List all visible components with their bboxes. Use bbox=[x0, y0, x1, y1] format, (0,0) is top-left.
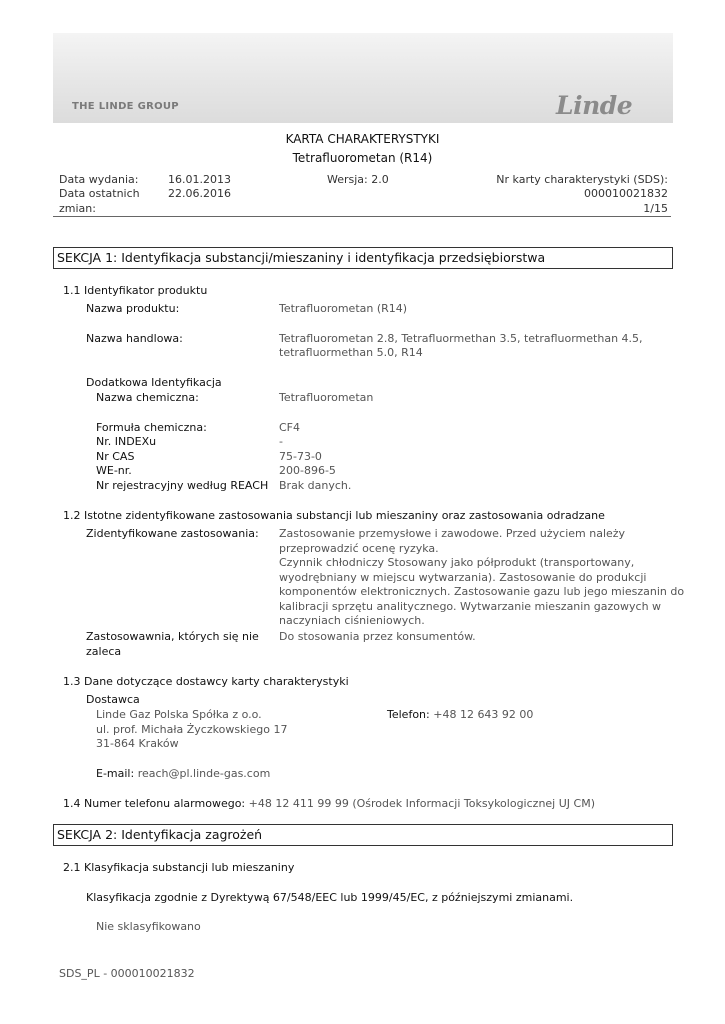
supplier-label: Dostawca bbox=[86, 693, 140, 706]
email-label: E-mail: bbox=[96, 767, 135, 780]
not-classified: Nie sklasyfikowano bbox=[96, 920, 201, 933]
page-number: 1/15 bbox=[643, 202, 668, 215]
cas-value: 75-73-0 bbox=[279, 450, 322, 463]
section-2-heading: SEKCJA 2: Identyfikacja zagrożeń bbox=[53, 824, 673, 846]
not-recommended-value: Do stosowania przez konsumentów. bbox=[279, 630, 476, 643]
reach-label: Nr rejestracyjny według REACH bbox=[96, 479, 269, 492]
index-label: Nr. INDEXu bbox=[96, 435, 157, 448]
header-divider bbox=[53, 216, 671, 217]
footer-code: SDS_PL - 000010021832 bbox=[59, 967, 195, 980]
email-value[interactable]: reach@pl.linde-gas.com bbox=[137, 767, 271, 780]
phone-value: +48 12 643 92 00 bbox=[433, 708, 534, 721]
uses-line: kalibracji sprzętu analitycznego. Wytwarzanie mieszanin gazowych w bbox=[279, 599, 662, 613]
subsection-1-3: 1.3 Dane dotyczące dostawcy karty charakterystyki bbox=[63, 675, 349, 688]
document-title: KARTA CHARAKTERYSTYKI bbox=[285, 132, 440, 146]
trade-name-label: Nazwa handlowa: bbox=[86, 332, 183, 345]
linde-group-text: THE LINDE GROUP bbox=[72, 101, 179, 112]
product-name-label: Nazwa produktu: bbox=[86, 302, 180, 315]
last-change-label: Data ostatnich bbox=[59, 187, 140, 200]
issue-date-label: Data wydania: bbox=[59, 173, 139, 186]
uses-line: przeprowadzić ocenę ryzyka. bbox=[279, 541, 439, 555]
cas-label: Nr CAS bbox=[96, 450, 135, 463]
identified-uses bbox=[279, 527, 684, 629]
header-banner bbox=[53, 33, 673, 123]
emergency-phone-value: +48 12 411 99 99 (Ośrodek Informacji Toksykologicznej UJ CM) bbox=[248, 797, 595, 810]
formula-label: Formuła chemiczna: bbox=[96, 421, 207, 434]
identified-uses-label: Zidentyfikowane zastosowania: bbox=[86, 527, 259, 540]
reach-value: Brak danych. bbox=[279, 479, 352, 492]
last-change-label-2: zmian: bbox=[59, 202, 96, 215]
sds-number-label: Nr karty charakterystyki (SDS): bbox=[496, 173, 668, 186]
issue-date: 16.01.2013 bbox=[168, 173, 231, 186]
we-label: WE-nr. bbox=[96, 464, 132, 477]
supplier-line: Linde Gaz Polska Spółka z o.o. bbox=[96, 708, 262, 721]
subsection-1-2: 1.2 Istotne zidentyfikowane zastosowania substancji lub mieszaniny oraz zastosowania odradzane bbox=[63, 509, 605, 522]
linde-logo: Linde bbox=[556, 91, 633, 120]
sds-number: 000010021832 bbox=[584, 187, 668, 200]
we-value: 200-896-5 bbox=[279, 464, 336, 477]
supplier-line: ul. prof. Michała Życzkowskiego 17 bbox=[96, 722, 288, 736]
trade-name-line-1: Tetrafluorometan 2.8, Tetrafluormethan 3.5, tetrafluormethan 4.5, bbox=[279, 332, 643, 345]
subsection-2-1: 2.1 Klasyfikacja substancji lub mieszaniny bbox=[63, 861, 295, 874]
version: Wersja: 2.0 bbox=[327, 173, 389, 186]
index-value: - bbox=[279, 435, 283, 448]
uses-line: komponentów elektronicznych. Zastosowanie gazu lub jego mieszanin do bbox=[279, 585, 685, 598]
phone-label: Telefon: bbox=[387, 708, 430, 721]
uses-line: Zastosowanie przemysłowe i zawodowe. Przed użyciem należy bbox=[279, 527, 626, 540]
phone bbox=[387, 708, 533, 723]
product-title: Tetrafluorometan (R14) bbox=[292, 151, 433, 165]
last-change-date: 22.06.2016 bbox=[168, 187, 231, 200]
product-name: Tetrafluorometan (R14) bbox=[279, 302, 408, 315]
chemical-name: Tetrafluorometan bbox=[279, 391, 374, 404]
subsection-1-1: 1.1 Identyfikator produktu bbox=[63, 284, 208, 297]
section-1-heading: SEKCJA 1: Identyfikacja substancji/mieszaniny i identyfikacja przedsiębiorstwa bbox=[53, 247, 673, 269]
supplier-line: 31-864 Kraków bbox=[96, 737, 179, 750]
classification-text: Klasyfikacja zgodnie z Dyrektywą 67/548/EEC lub 1999/45/EC, z późniejszymi zmianami. bbox=[86, 891, 574, 904]
emergency-phone bbox=[63, 797, 595, 812]
not-recommended-label: Zastosowawnia, których się nie bbox=[86, 630, 259, 643]
subsection-1-4-label: 1.4 Numer telefonu alarmowego: bbox=[63, 797, 246, 810]
uses-line: naczyniach ciśnieniowych. bbox=[279, 614, 425, 627]
uses-line: Czynnik chłodniczy Stosowany jako półprodukt (transportowany, bbox=[279, 556, 635, 569]
uses-line: wyodrębniany w miejscu wytwarzania). Zastosowanie do produkcji bbox=[279, 570, 647, 584]
not-recommended-label-2: zaleca bbox=[86, 645, 122, 658]
trade-name-line-2: tetrafluormethan 5.0, R14 bbox=[279, 346, 423, 359]
additional-id-label: Dodatkowa Identyfikacja bbox=[86, 376, 222, 389]
formula: CF4 bbox=[279, 421, 301, 434]
chemical-name-label: Nazwa chemiczna: bbox=[96, 391, 199, 404]
email bbox=[96, 767, 270, 782]
supplier-address bbox=[96, 708, 287, 752]
